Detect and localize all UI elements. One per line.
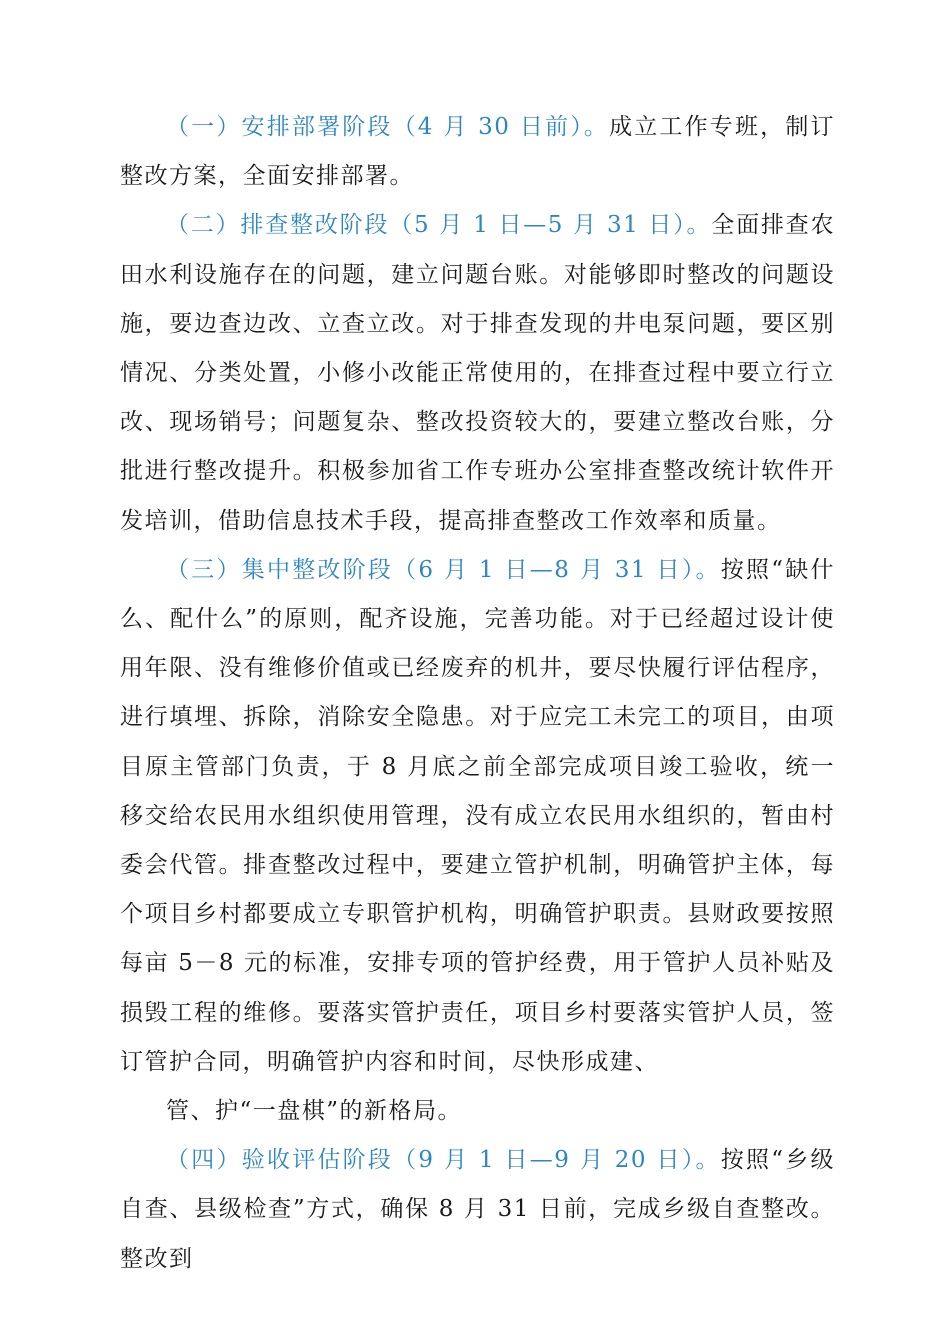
stage-1-heading: （一）安排部署阶段（4 月 30 日前）。 — [166, 114, 610, 140]
stage-2-text: 全面排查农田水利设施存在的问题，建立问题台账。对能够即时整改的问题设施，要边查边改、立查立改。对于排查发现的井电泵问题，要区别情况、分类处置，小修小改能正常使用的，在排查过程中要立行立改、现场销号；问题复杂、整改投资较大的，要建立整改台账，分批进行整改提升。积极参加省工作专班办公室排查整改统计软件开发培训，借助信息技术手段，提高排查整改工作效率和质量。 — [120, 212, 835, 534]
stage-4-text: 按照“乡级自查、县级检查”方式，确保 8 月 31 日前，完成乡级自查整改。整改到 — [120, 1147, 835, 1272]
paragraph-stage-1 — [120, 103, 835, 201]
paragraph-stage-4 — [120, 1136, 835, 1284]
stage-2-heading: （二）排查整改阶段（5 月 1 日—5 月 31 日）。 — [166, 212, 712, 239]
stage-3-text: 按照“缺什么、配什么”的原则，配齐设施，完善功能。对于已经超过设计使用年限、没有维修价值或已经废弃的机井，要尽快履行评估程序，进行填埋、拆除，消除安全隐患。对于应完工未完工的项目，由项目原主管部门负责，于 8 月底之前全部完成项目竣工验收，统一移交给农民用水组织使用管理，没有成立农民用水组织的，暂由村委会代管。排查整改过程中，要建立管护机制，明确管护主体，每个项目乡村都要成立专职管护机构，明确管护职责。县财政要按照每亩 5－8 元的标准，安排专项的管护经费，用于管护人员补贴及损毁工程的维修。要落实管护责任，项目乡村要落实管护人员，签订管护合同，明确管护内容和时间，尽快形成建、 — [120, 556, 835, 1075]
document-body — [120, 103, 835, 1284]
stage-3-heading: （三）集中整改阶段（6 月 1 日—8 月 31 日）。 — [166, 556, 721, 583]
paragraph-stage-3 — [120, 546, 835, 1087]
paragraph-stage-3-continuation — [120, 1087, 835, 1136]
paragraph-stage-2 — [120, 201, 835, 545]
stage-4-heading: （四）验收评估阶段（9 月 1 日—9 月 20 日）。 — [166, 1147, 721, 1174]
stage-3-continuation-text: 管、护“一盘棋”的新格局。 — [166, 1098, 463, 1125]
stage-1-text: 成立工作专班，制订整改方案，全面安排部署。 — [120, 114, 835, 190]
